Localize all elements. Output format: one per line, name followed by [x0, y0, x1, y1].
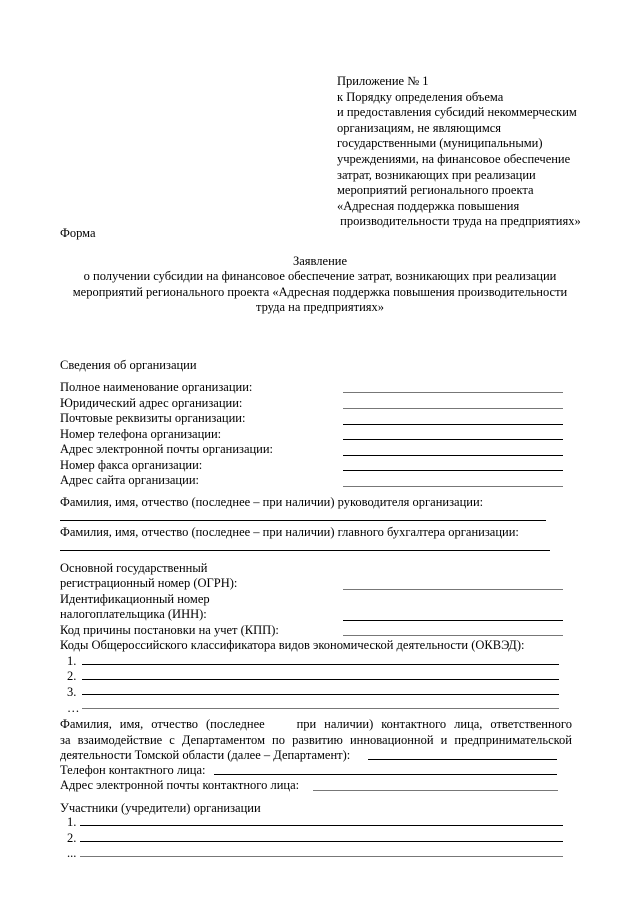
accountant-name-label: Фамилия, имя, отчество (последнее – при наличии) главного бухгалтера организации:	[60, 525, 519, 539]
accountant-name-field[interactable]	[60, 550, 550, 551]
legal-address-field[interactable]	[343, 408, 563, 409]
okved-field-1[interactable]	[82, 664, 559, 665]
participant-item-number: 1.	[67, 815, 77, 829]
fax-field[interactable]	[343, 470, 563, 471]
participant-item-number: 2.	[67, 831, 77, 845]
okved-label: Коды Общероссийского классификатора видов экономической деятельности (ОКВЭД):	[60, 638, 525, 652]
participant-field-2[interactable]	[80, 841, 563, 842]
field-label-email: Адрес электронной почты организации:	[60, 442, 274, 456]
appendix-line: и предоставления субсидий некоммерческим	[337, 105, 577, 120]
field-label-fax: Номер факса организации:	[60, 458, 203, 472]
head-name-label: Фамилия, имя, отчество (последнее – при наличии) руководителя организации:	[60, 495, 484, 509]
website-field[interactable]	[343, 486, 563, 487]
appendix-line: затрат, возникающих при реализации	[337, 167, 536, 182]
title-line: о получении субсидии на финансовое обеспечение затрат, возникающих при реализации	[83, 269, 557, 283]
contact-email-field[interactable]	[313, 790, 558, 791]
ogrn-field[interactable]	[343, 589, 563, 590]
appendix-line: мероприятий регионального проекта	[337, 183, 534, 198]
contact-email-label: Адрес электронной почты контактного лица:	[60, 778, 300, 792]
okved-field-2[interactable]	[82, 679, 559, 680]
appendix-block	[337, 74, 581, 230]
head-name-field[interactable]	[60, 520, 546, 521]
appendix-line: организациям, не являющимся	[337, 120, 502, 135]
document-title: Заявление	[292, 254, 347, 268]
okved-field-3[interactable]	[82, 694, 559, 695]
phone-field[interactable]	[343, 439, 563, 440]
okved-item-number: …	[67, 701, 80, 715]
contact-paragraph-line: Фамилия, имя, отчество (последнее при наличии) контактного лица, ответственного	[60, 717, 572, 731]
field-label-phone: Номер телефона организации:	[60, 427, 222, 441]
title-line: труда на предприятиях»	[255, 300, 385, 314]
ogrn-label: Основной государственный	[60, 561, 208, 575]
appendix-line: Приложение № 1	[337, 74, 429, 88]
okved-item-number: 1.	[67, 654, 77, 668]
participant-field-more[interactable]	[80, 856, 563, 857]
inn-field[interactable]	[343, 620, 563, 621]
title-line: мероприятий регионального проекта «Адресная поддержка повышения производительности	[72, 285, 568, 299]
inn-label: Идентификационный номер	[60, 592, 210, 606]
contact-phone-label: Телефон контактного лица:	[60, 763, 206, 777]
kpp-field[interactable]	[343, 635, 563, 636]
appendix-line: к Порядку определения объема	[337, 89, 504, 104]
contact-name-field[interactable]	[368, 759, 557, 760]
appendix-line: «Адресная поддержка повышения	[337, 198, 520, 213]
org-section-heading: Сведения об организации	[60, 358, 197, 372]
field-label-full-name: Полное наименование организации:	[60, 380, 253, 394]
contact-phone-field[interactable]	[214, 774, 557, 775]
participant-field-1[interactable]	[80, 825, 563, 826]
okved-item-number: 3.	[67, 685, 77, 699]
postal-field[interactable]	[343, 424, 563, 425]
participants-label: Участники (учредители) организации	[60, 801, 261, 815]
email-field[interactable]	[343, 455, 563, 456]
appendix-line: учреждениями, на финансовое обеспечение	[337, 151, 571, 166]
okved-item-number: 2.	[67, 669, 77, 683]
participant-item-number: ...	[67, 846, 77, 860]
kpp-label: Код причины постановки на учет (КПП):	[60, 623, 279, 637]
okved-field-more[interactable]	[82, 708, 559, 709]
field-label-website: Адрес сайта организации:	[60, 473, 199, 487]
appendix-line: производительности труда на предприятиях»	[337, 214, 581, 229]
contact-paragraph-line: деятельности Томской области (далее – Департамент):	[60, 748, 351, 762]
appendix-line: государственными (муниципальными)	[337, 136, 543, 151]
contact-paragraph-line: за взаимодействие с Департаментом по развитию инновационной и предпринимательской	[60, 733, 572, 747]
ogrn-label: регистрационный номер (ОГРН):	[60, 576, 238, 590]
field-label-legal-address: Юридический адрес организации:	[60, 396, 243, 410]
form-label: Форма	[60, 226, 96, 240]
field-label-postal: Почтовые реквизиты организации:	[60, 411, 246, 425]
inn-label: налогоплательщика (ИНН):	[60, 607, 207, 621]
full-name-field[interactable]	[343, 392, 563, 393]
